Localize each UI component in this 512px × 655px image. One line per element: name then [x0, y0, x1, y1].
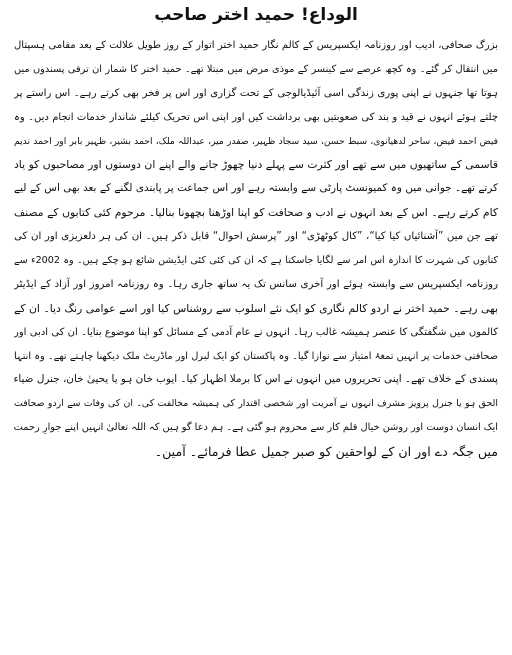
article-line: کام کرتے رہے۔ اس کے بعد انہوں نے ادب و صحافت کو اپنا اوڑھنا بچھونا بنالیا۔ مرحوم کئی کتابوں کے مصنف: [14, 206, 498, 220]
article-line: بھی رہے۔ حمید اختر نے اردو کالم نگاری کو ایک نئے اسلوب سے روشناس کیا اور اسے عوامی رنگ دیا۔ ان کے: [14, 301, 498, 315]
article-line: میں جگہ دے اور ان کے لواحقین کو صبر جمیل عطا فرمائے۔ آمین۔: [154, 444, 498, 460]
article-line: کالموں میں شگفتگی کا عنصر ہمیشہ غالب رہا۔ انہوں نے عام آدمی کے مسائل کو اپنا موضوع بنایا۔ ان کی ادبی اور: [14, 326, 498, 338]
article-line: فیض احمد فیض، ساحر لدھیانوی، سبط حسن، سید سجاد ظہیر، صفدر میر، عبداللہ ملک، احمد بشیر، ظہیر بابر اور احمد ندیم: [14, 135, 498, 147]
article-line: کتابوں کی شہرت کا اندازہ اس امر سے لگایا جاسکتا ہے کہ ان کی کئی کئی ایڈیشن شائع ہو چکے ہیں۔ وہ 2002ء سے: [14, 255, 498, 267]
article-line: چلتے ہوئے انہوں نے قید و بند کی صعوبتیں بھی برداشت کیں اور اپنی اس تحریک کیلئے شاندار خدمات انجام دیں۔ وہ: [14, 111, 498, 123]
article-line: تھے جن میں ”آشنائیاں کیا کیا“، ”کال کوٹھڑی“ اور ”پرسش احوال“ قابل ذکر ہیں۔ ان کی ہر دلعزیزی اور ان کی: [14, 231, 498, 243]
article-body: [14, 34, 498, 464]
article-line: کرتے تھے۔ جوانی میں وہ کمیونسٹ پارٹی سے وابستہ رہے اور اس جماعت پر پابندی لگنے کے بعد بھی اس کے لیے: [14, 182, 498, 195]
article-line: قاسمی کے ساتھیوں میں سے تھے اور کثرت سے پہلے دنیا چھوڑ جانے والے اپنے ان دوستوں اور مصاحبوں کو یاد: [14, 158, 498, 172]
article-line: روزنامہ ایکسپریس سے وابستہ ہوئے اور آخری سانس تک یہ ساتھ جاری رہا۔ وہ روزنامہ امروز اور آزاد کے ایڈیٹر: [14, 278, 498, 290]
article-line: پسندی کے خلاف تھے۔ اپنی تحریروں میں انہوں نے اس کا برملا اظہار کیا۔ ایوب خان ہو یا یحییٰ خان، جنرل ضیاء: [14, 373, 498, 386]
article-line: بزرگ صحافی، ادیب اور روزنامہ ایکسپریس کے کالم نگار حمید اختر اتوار کے روز طویل علالت کے بعد مقامی ہسپتال: [14, 40, 498, 51]
article-headline: الوداع! حمید اختر صاحب: [154, 5, 358, 25]
article-line: میں انتقال کر گئے۔ وہ کچھ عرصے سے کینسر کے موذی مرض میں مبتلا تھے۔ حمید اختر کا شمار ان ترقی پسندوں میں: [14, 63, 498, 75]
article-line: ہوتا تھا جنہوں نے اپنی پوری زندگی اسی آئیڈیالوجی کے تحت گزاری اور اس پر فخر بھی کرتے رہے۔ اس راستے پر: [14, 87, 498, 99]
article-line: صحافتی خدمات پر انہیں تمغۂ امتیاز سے نوازا گیا۔ وہ پاکستان کو ایک لبرل اور ماڈریٹ ملک دیکھنا چاہتے تھے۔ وہ انتہا: [14, 350, 498, 362]
article-line: ایک انسان دوست اور روشن خیال قلم کار سے محروم ہو گئی ہے۔ ہم دعا گو ہیں کہ اللہ تعالیٰ انہیں اپنے جوارِ رحمت: [14, 422, 498, 434]
article-line: الحق ہو یا جنرل پرویز مشرف انہوں نے آمریت اور شخصی اقتدار کی ہمیشہ مخالفت کی۔ ان کی وفات سے اردو صحافت: [14, 398, 498, 410]
